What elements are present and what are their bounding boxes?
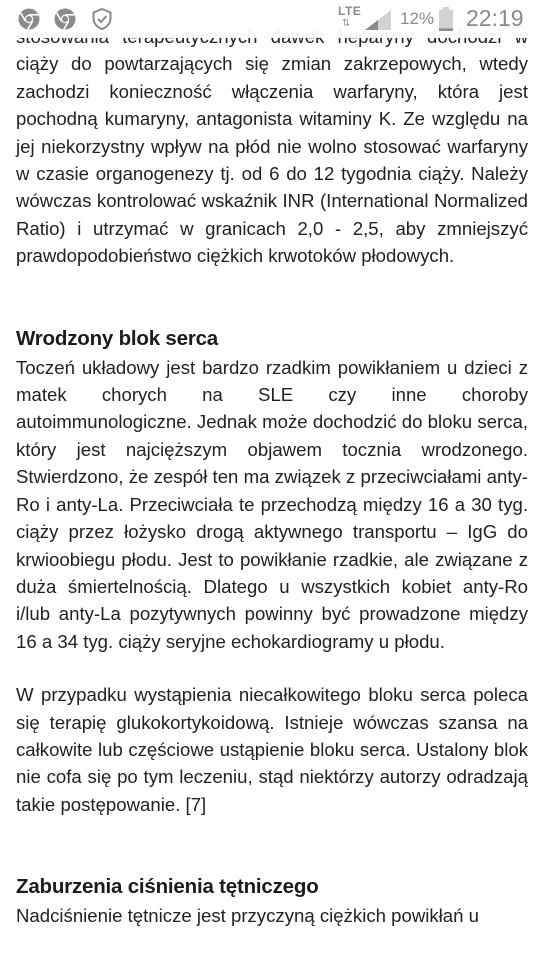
shield-check-icon	[90, 7, 114, 31]
clock: 22:19	[466, 5, 524, 31]
section-heading: Zaburzenia ciśnienia tętniczego	[16, 875, 319, 899]
article-paragraph: W przypadku wystąpienia niecałkowitego bloku serca poleca się terapię glukokortykoidową. Istnieje wówczas szansa na całkowite lub częściowe ustąpienie bloku serca. Ustalony blok nie cofa się po tym leczeniu, stąd niektórzy autorzy odradzają takie postępowanie. [7]	[16, 684, 528, 815]
chrome-icon	[53, 7, 77, 31]
network-type: LTE	[338, 4, 362, 18]
status-bar	[0, 0, 540, 38]
battery-icon	[439, 7, 453, 31]
section-heading: Wrodzony blok serca	[16, 326, 219, 350]
article-paragraph: Toczeń układowy jest bardzo rzadkim powikłaniem u dzieci z matek chorych na SLE czy inne choroby autoimmunologiczne. Jednak może dochodzić do bloku serca, który jest najcięższym objawem tocznia wrodzonego. Stwierdzono, że zespół ten ma związek z przeciwciałami anty-Ro i anty-La. Przeciwciała te przechodzą między 16 a 30 tyg. ciąży przez łożysko drogą aktywnego transportu – IgG do krwioobiegu płodu. Jest to powikłanie rzadkie, ale związane z duża śmiertelnością. Dlatego u wszystkich kobiet anty-Ro i/lub anty-La pozytywnych powinny być prowadzone między 16 a 34 tyg. ciąży seryjne echokardiogramy u płodu.	[16, 356, 528, 652]
article-paragraph: ciąży do powtarzających się zmian zakrzepowych, wtedy zachodzi konieczność włączenia warfaryny, która jest pochodną kumaryny, antagonista witaminy K. Ze względu na jej niekorzystny wpływ na płód nie wolno stosować warfaryny w czasie organogenezy tj. od 6 do 12 tygodnia ciąży. Należy wówczas kontrolować wskaźnik INR (International Normalized Ratio) i utrzymać w granicach 2,0 - 2,5, aby zmniejszyć prawdopodobieństwo ciężkich krwotoków płodowych.	[16, 53, 528, 267]
article-paragraph: Nadciśnienie tętnicze jest przyczyną ciężkich powikłań u	[16, 905, 479, 927]
chrome-icon	[17, 7, 41, 31]
battery-percent: 12%	[400, 9, 435, 28]
data-arrows-icon: ⇅	[342, 18, 351, 29]
signal-icon	[364, 9, 392, 31]
article-body	[16, 23, 528, 930]
